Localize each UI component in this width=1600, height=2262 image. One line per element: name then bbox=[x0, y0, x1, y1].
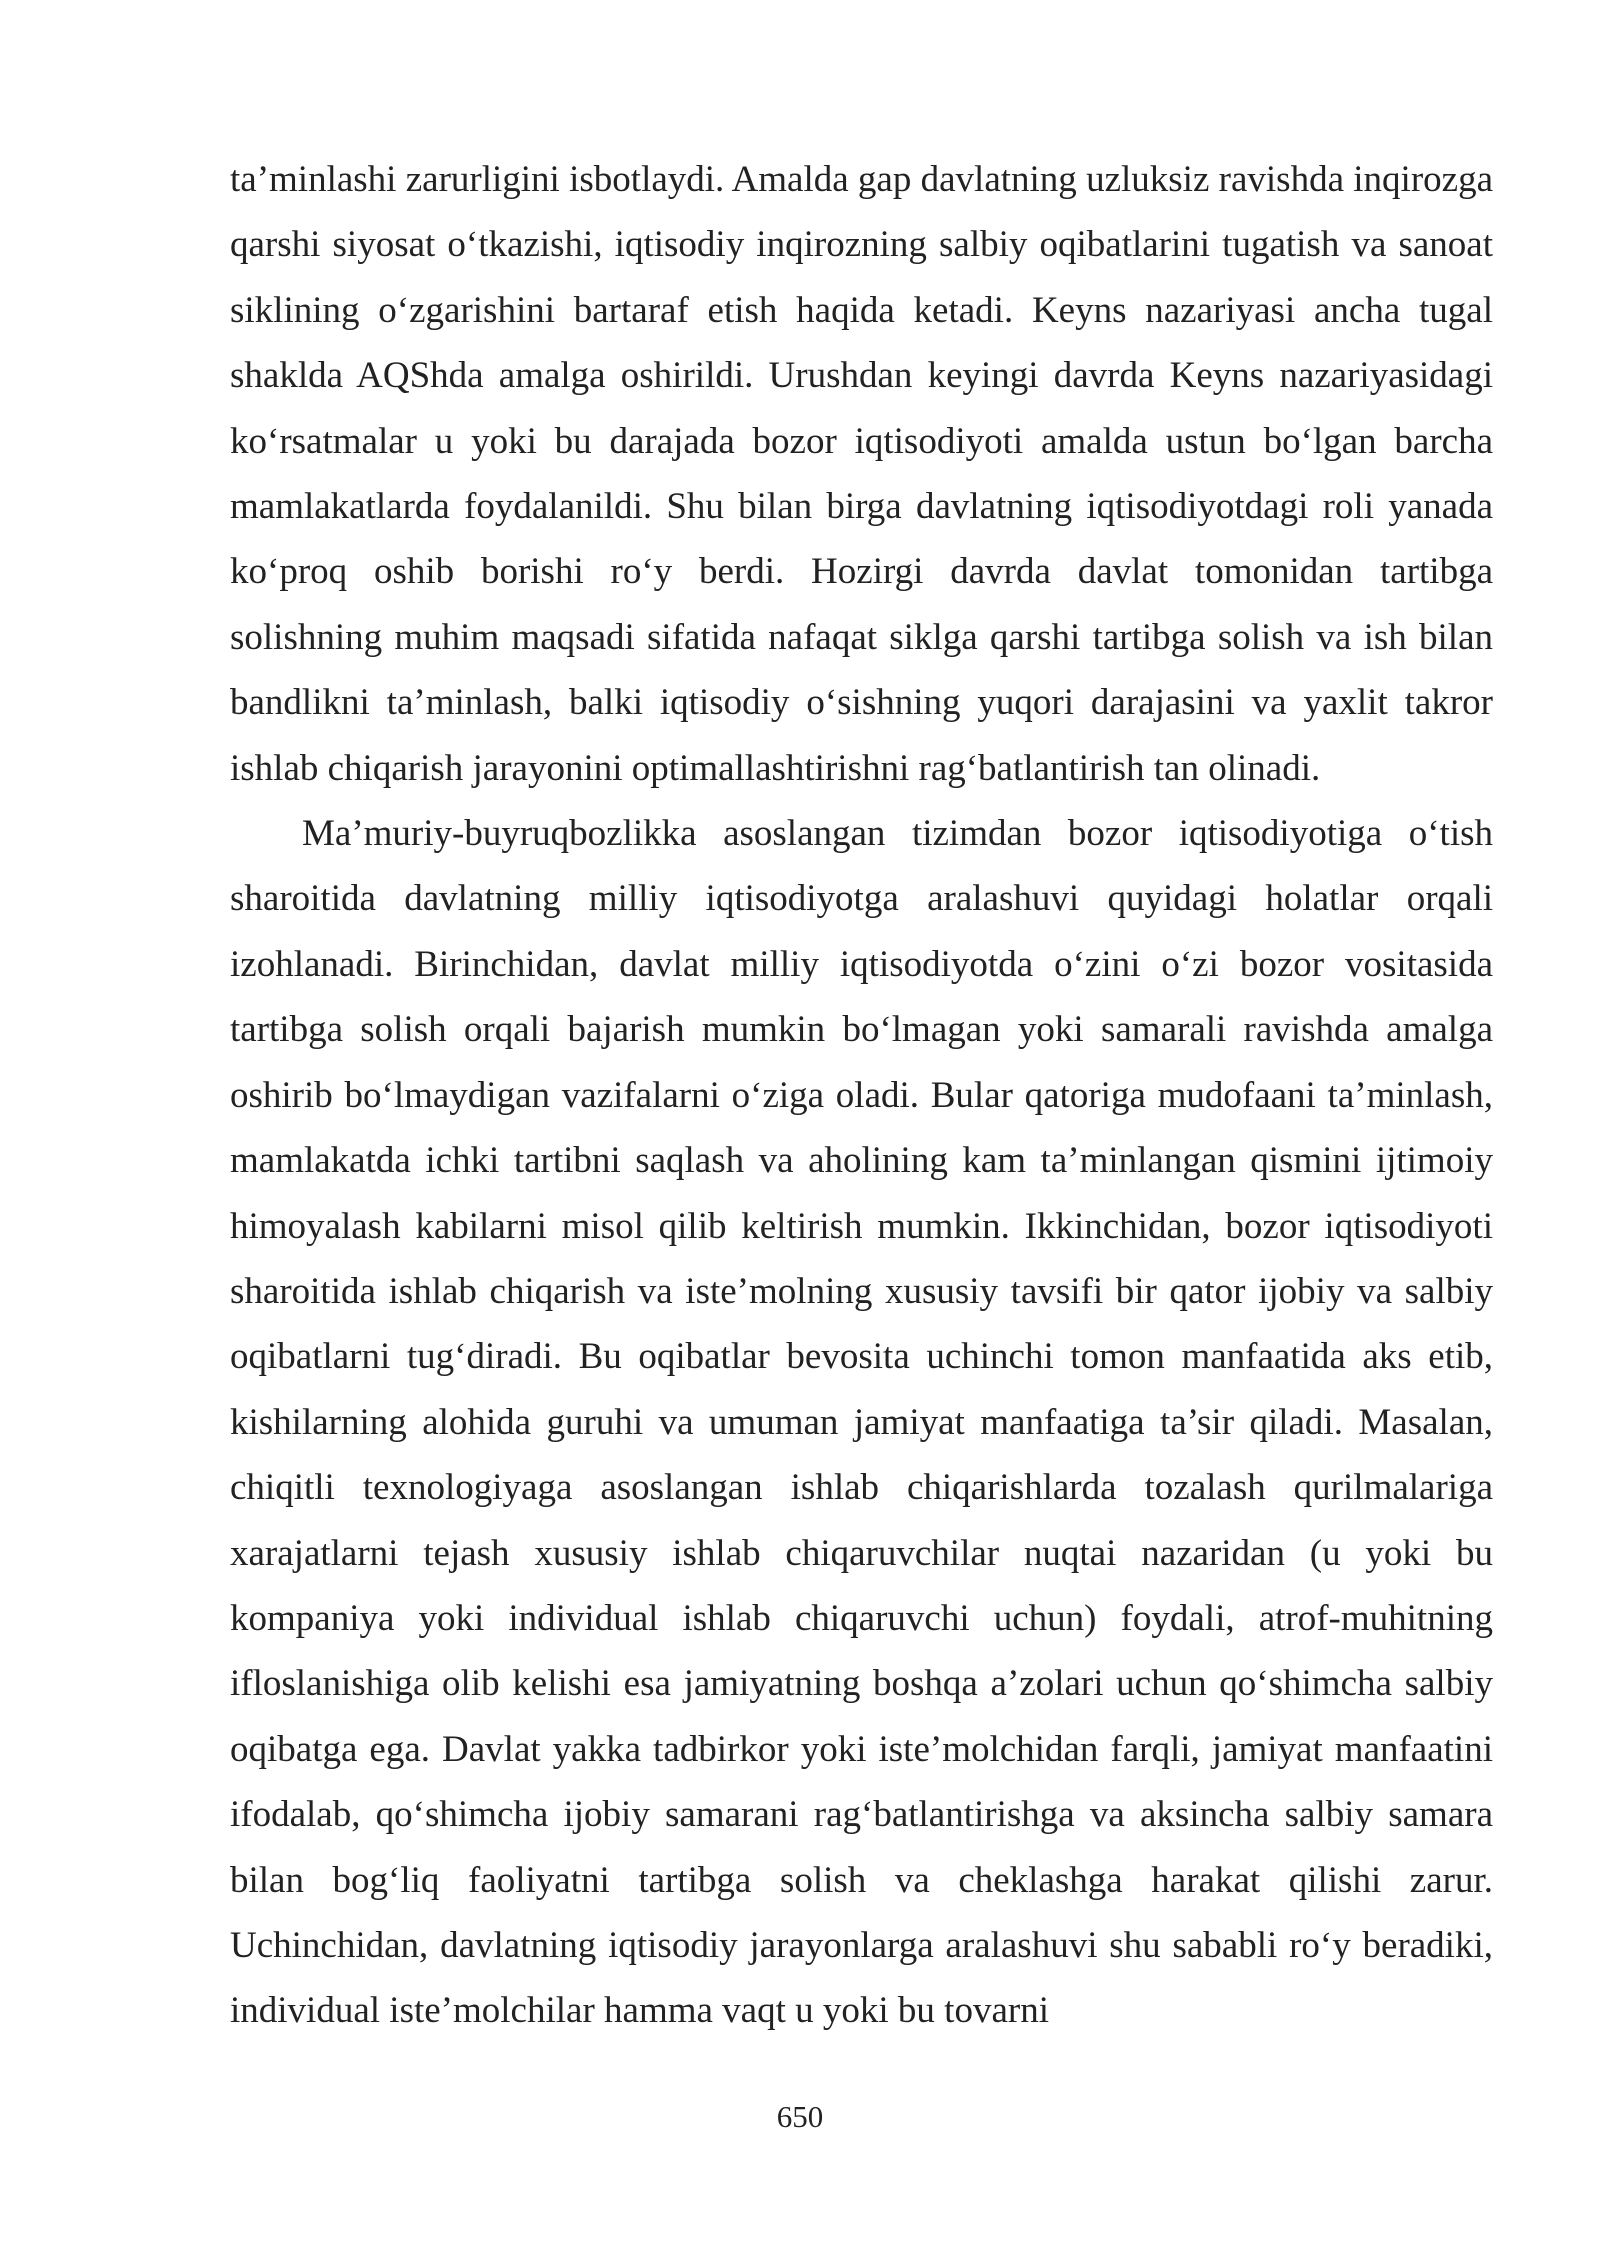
paragraph-2: Ma’muriy-buyruqbozlikka asoslangan tizimdan bozor iqtisodiyotiga o‘tish sharoitida davlatning milliy iqtisodiyotga aralashuvi quyidagi holatlar orqali izohlanadi. Birinchidan, davlat milliy iqtisodiyotda o‘zini o‘zi bozor vositasida tartibga solish orqali bajarish mumkin bo‘lmagan yoki samarali ravishda amalga oshirib bo‘lmaydigan vazifalarni o‘ziga oladi. Bular qatoriga mudofaani ta’minlash, mamlakatda ichki tartibni saqlash va aholining kam ta’minlangan qismini ijtimoiy himoyalash kabilarni misol qilib keltirish mumkin. Ikkinchidan, bozor iqtisodiyoti sharoitida ishlab chiqarish va iste’molning xususiy tavsifi bir qator ijobiy va salbiy oqibatlarni tug‘diradi. Bu oqibatlar bevosita uchinchi tomon manfaatida aks etib, kishilarning alohida guruhi va umuman jamiyat manfaatiga ta’sir qiladi. Masalan, chiqitli texnologiyaga asoslangan ishlab chiqarishlarda tozalash qurilmalariga xarajatlarni tejash xususiy ishlab chiqaruvchilar nuqtai nazaridan (u yoki bu kompaniya yoki individual ishlab chiqaruvchi uchun) foydali, atrof-muhitning ifloslanishiga olib kelishi esa jamiyatning boshqa a’zolari uchun qo‘shimcha salbiy oqibatga ega. Davlat yakka tadbirkor yoki iste’molchidan farqli, jamiyat manfaatini ifodalab, qo‘shimcha ijobiy samarani rag‘batlantirishga va aksincha salbiy samara bilan bog‘liq faoliyatni tartibga solish va cheklashga harakat qilishi zarur. Uchinchidan, davlatning iqtisodiy jarayonlarga aralashuvi shu sababli ro‘y beradiki, individual iste’molchilar hamma vaqt u yoki bu tovarni bbox=[230, 813, 1493, 2032]
page-number: 650 bbox=[776, 2099, 824, 2134]
paragraph-1: ta’minlashi zarurligini isbotlaydi. Amalda gap davlatning uzluksiz ravishda inqirozga qarshi siyosat o‘tkazishi, iqtisodiy inqirozning salbiy oqibatlarini tugatish va sanoat siklining o‘zgarishini bartaraf etish haqida ketadi. Keyns nazariyasi ancha tugal shaklda AQShda amalga oshirildi. Urushdan keyingi davrda Keyns nazariyasidagi ko‘rsatmalar u yoki bu darajada bozor iqtisodiyoti amalda ustun bo‘lgan barcha mamlakatlarda foydalanildi. Shu bilan birga davlatning iqtisodiyotdagi roli yanada ko‘proq oshib borishi ro‘y berdi. Hozirgi davrda davlat tomonidan tartibga solishning muhim maqsadi sifatida nafaqat siklga qarshi tartibga solish va ish bilan bandlikni ta’minlash, balki iqtisodiy o‘sishning yuqori darajasini va yaxlit takror ishlab chiqarish jarayonini optimallashtirishni rag‘batlantirish tan olinadi. bbox=[230, 159, 1493, 789]
body-text bbox=[230, 147, 1493, 2044]
